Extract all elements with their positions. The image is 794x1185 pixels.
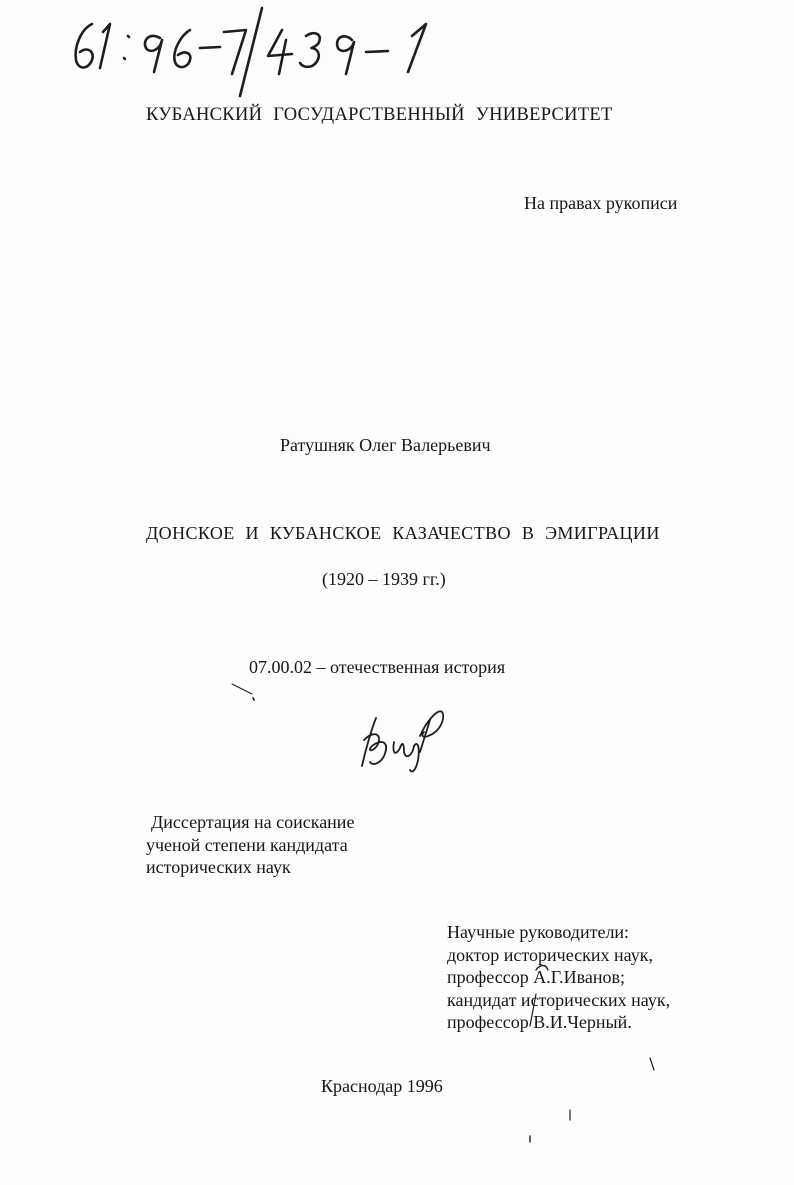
specialty-code: 07.00.02 – отечественная история	[249, 657, 506, 677]
supervisor-line: доктор исторических наук,	[447, 944, 653, 965]
dissertation-line: Диссертация на соискание	[151, 812, 355, 832]
dissertation-years: (1920 – 1939 гг.)	[322, 569, 446, 589]
dissertation-line: исторических наук	[146, 857, 291, 877]
supervisors-heading: Научные руководители:	[447, 922, 630, 942]
supervisor-line: кандидат исторических наук,	[447, 989, 671, 1010]
dissertation-line: ученой степени кандидата	[146, 834, 348, 855]
university-name: КУБАНСКИЙ ГОСУДАРСТВЕННЫЙ УНИВЕРСИТЕТ	[146, 105, 613, 125]
city-and-year: Краснодар 1996	[321, 1076, 443, 1096]
dissertation-title: ДОНСКОЕ И КУБАНСКОЕ КАЗАЧЕСТВО В ЭМИГРАЦИИ	[146, 523, 660, 543]
author-name: Ратушняк Олег Валерьевич	[280, 435, 491, 455]
manuscript-note: На правах рукописи	[524, 193, 678, 213]
supervisor-line: профессор А.Г.Иванов;	[447, 967, 625, 987]
supervisor-line: профессор В.И.Черный.	[447, 1012, 632, 1032]
